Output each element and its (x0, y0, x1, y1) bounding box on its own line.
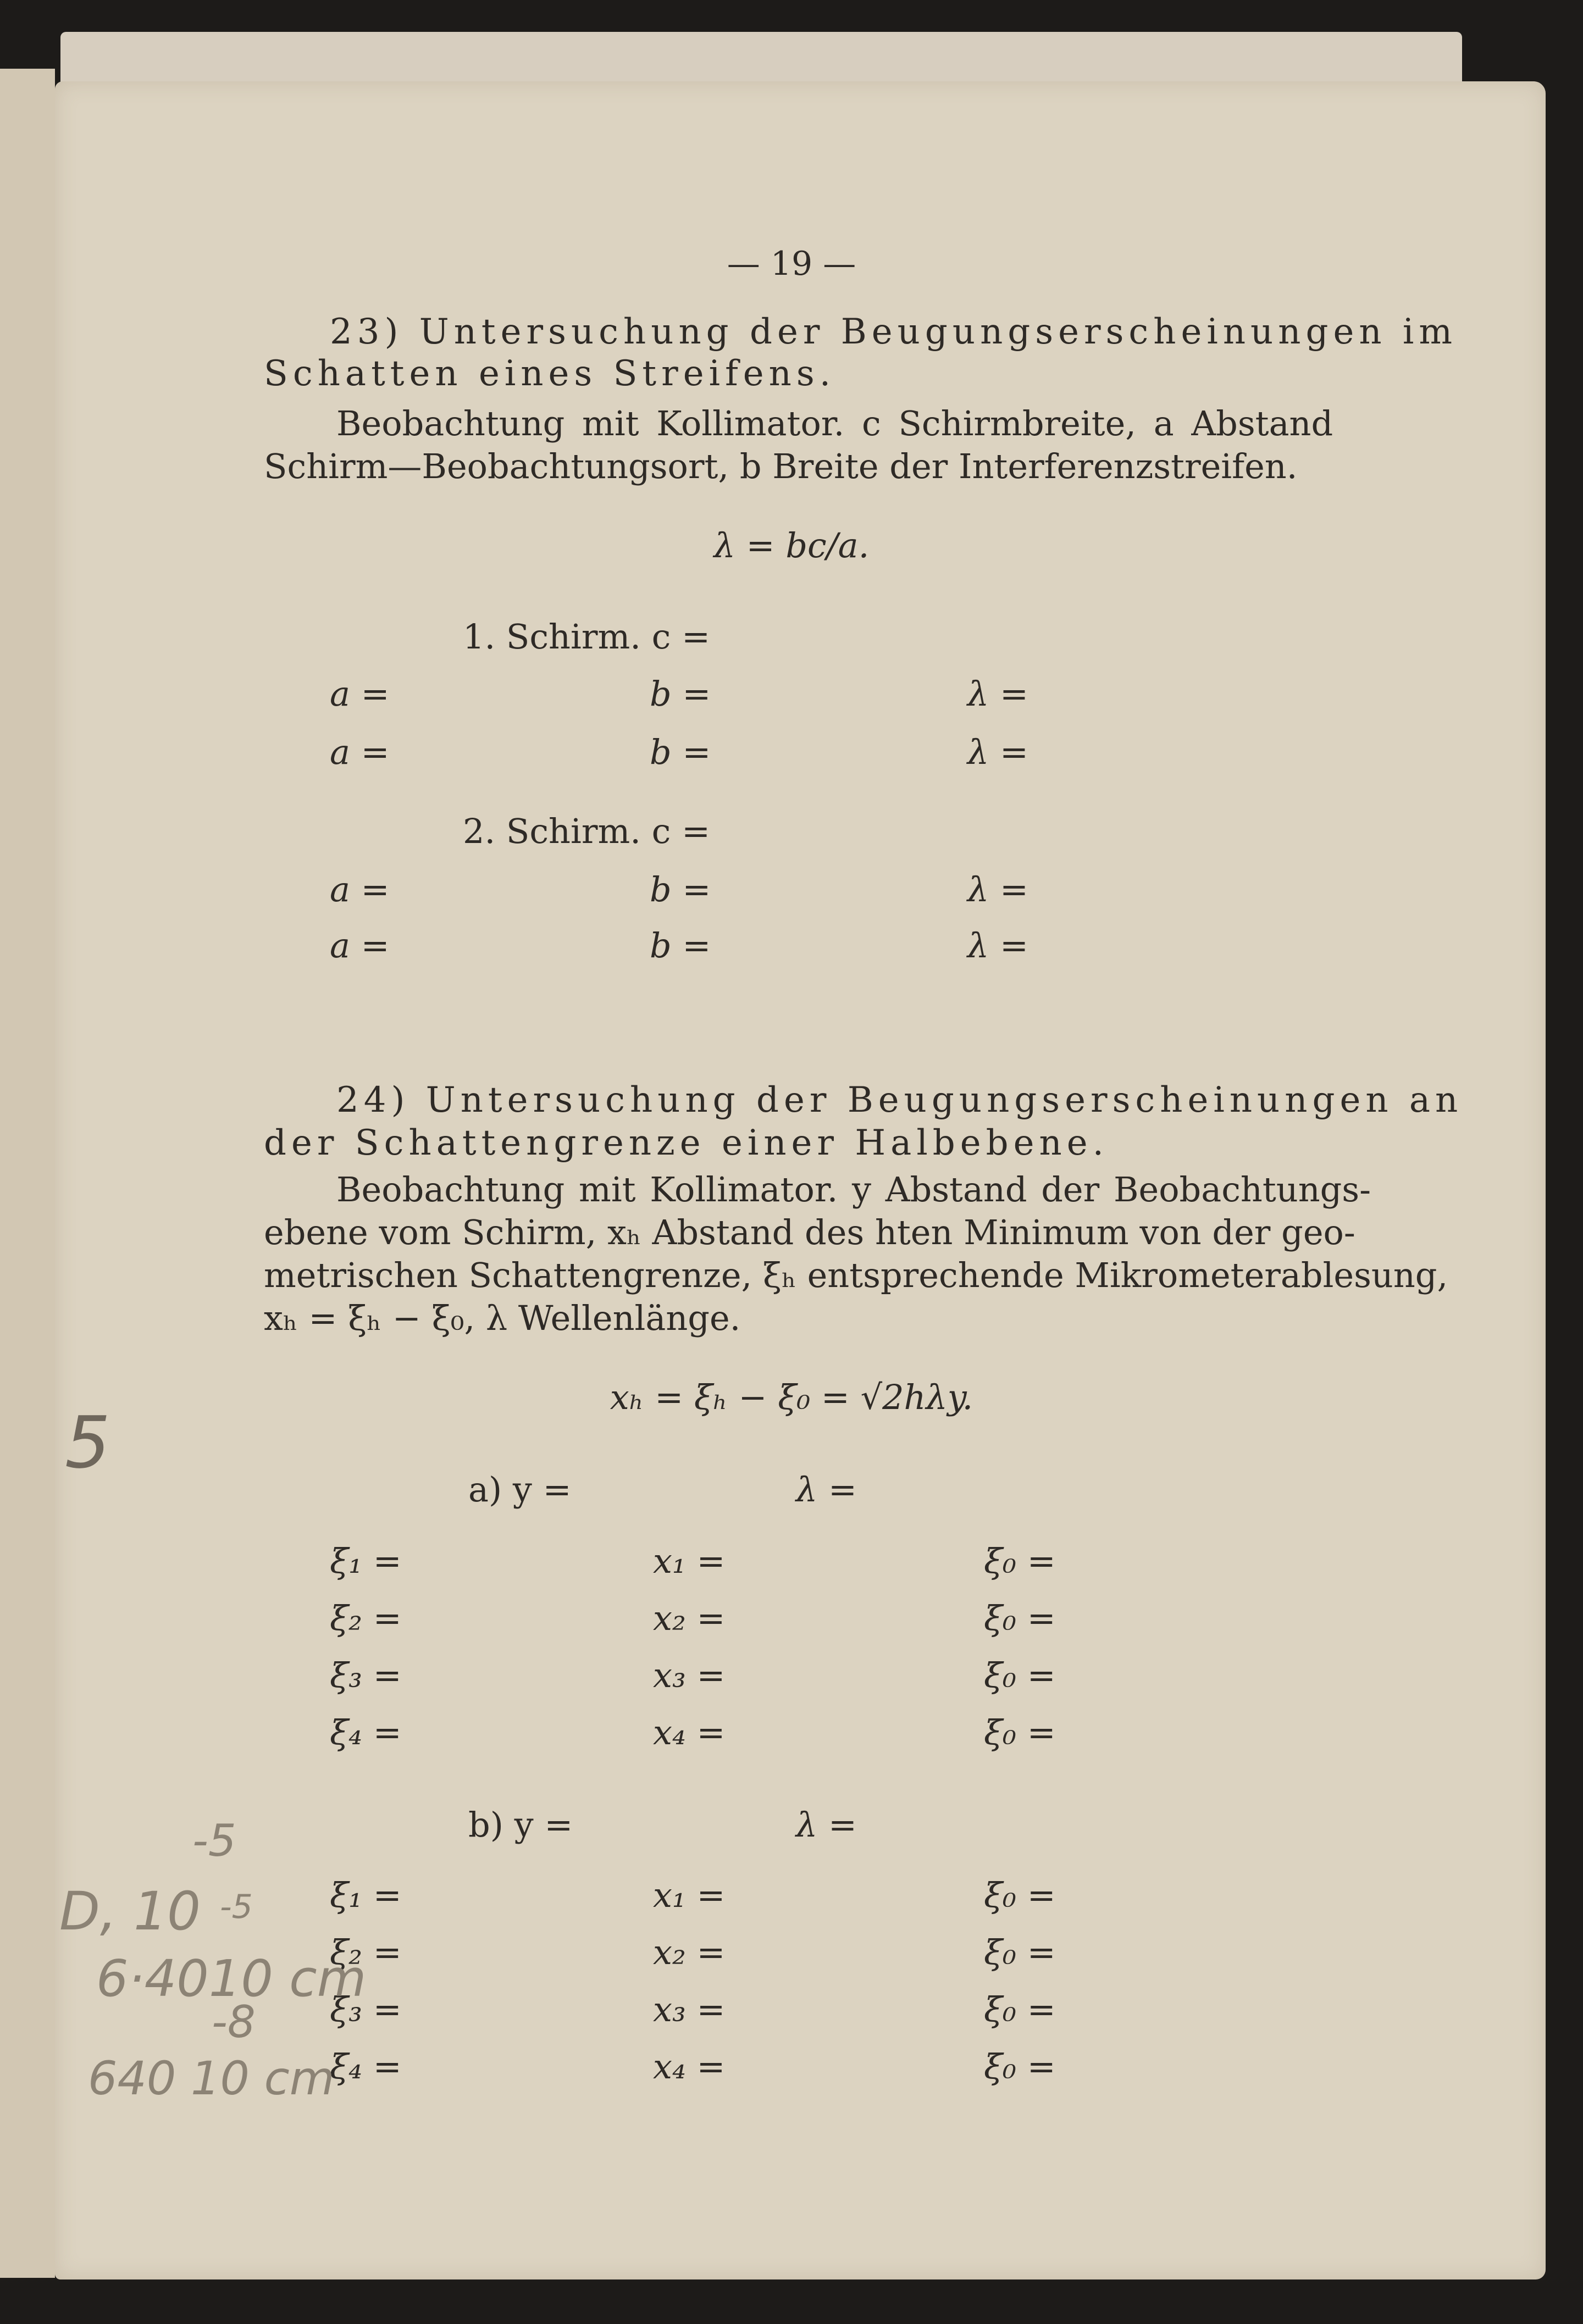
schirm2-lambda2: λ = (967, 925, 1028, 966)
schirm2-b1: b = (650, 869, 711, 909)
pencil-margin-number: 5 (65, 1401, 110, 1484)
pencil-line1: D, 10 (59, 1881, 201, 1942)
part-b-x1: x₁ = (653, 1875, 726, 1915)
section23-heading-line2: Schatten eines Streifens. (264, 353, 836, 394)
part-b-xi0-3: ξ₀ = (984, 1989, 1056, 2029)
part-a-xi4: ξ₄ = (330, 1712, 402, 1752)
part-a-y: a) y = (468, 1469, 572, 1510)
pencil-exp1: -5 (192, 1815, 236, 1866)
part-a-xi2: ξ₂ = (330, 1598, 402, 1638)
pencil-exp2: -5 (220, 1888, 253, 1926)
section24-text-line4: xₕ = ξₕ − ξ₀, λ Wellenlänge. (264, 1298, 741, 1338)
part-b-xi3: ξ₃ = (330, 1989, 402, 2029)
section23-text-line1: Beobachtung mit Kollimator. c Schirmbreite, a Abstand (336, 403, 1333, 443)
left-page-edge (0, 69, 55, 2278)
schirm1-a1: a = (330, 674, 390, 714)
section24-text-line1: Beobachtung mit Kollimator. y Abstand der Beobachtungs- (336, 1169, 1371, 1210)
page-number: — 19 — (727, 245, 856, 283)
schirm1-b2: b = (650, 732, 711, 772)
pencil-line4: 640 10 cm (88, 2051, 335, 2105)
section24-text-line2: ebene vom Schirm, xₕ Abstand des hten Minimum von der geo- (264, 1212, 1355, 1252)
section23-heading-line1: 23) Untersuchung der Beugungserscheinungen im (330, 312, 1458, 352)
part-b-xi0-1: ξ₀ = (984, 1875, 1056, 1915)
part-a-x1: x₁ = (653, 1541, 726, 1581)
section24-heading-line1: 24) Untersuchung der Beugungserscheinungen an (336, 1080, 1463, 1121)
part-a-x4: x₄ = (653, 1712, 726, 1752)
schirm1-lambda1: λ = (967, 674, 1028, 714)
schirm2-b2: b = (650, 925, 711, 966)
part-a-xi0-3: ξ₀ = (984, 1655, 1056, 1695)
section24-text-line3: metrischen Schattengrenze, ξₕ entsprechende Mikrometerablesung, (264, 1255, 1448, 1295)
schirm1-label: 1. Schirm. c = (463, 617, 711, 657)
part-a-xi1: ξ₁ = (330, 1541, 402, 1581)
part-a-xi0-4: ξ₀ = (984, 1712, 1056, 1752)
part-a-xi0-2: ξ₀ = (984, 1598, 1056, 1638)
schirm2-a2: a = (330, 925, 390, 966)
part-b-xi1: ξ₁ = (330, 1875, 402, 1915)
part-a-x2: x₂ = (653, 1598, 726, 1638)
part-b-xi4: ξ₄ = (330, 2046, 402, 2087)
part-b-x4: x₄ = (653, 2046, 726, 2087)
schirm1-lambda2: λ = (967, 732, 1028, 772)
part-b-x2: x₂ = (653, 1932, 726, 1972)
pencil-line3: -8 (212, 1996, 256, 2048)
part-a-xi0-1: ξ₀ = (984, 1541, 1056, 1581)
pencil-line2: 6·4010 cm (96, 1949, 367, 2008)
part-b-xi2: ξ₂ = (330, 1932, 402, 1972)
part-a-x3: x₃ = (653, 1655, 726, 1695)
schirm1-b1: b = (650, 674, 711, 714)
part-b-xi0-4: ξ₀ = (984, 2046, 1056, 2087)
part-a-xi3: ξ₃ = (330, 1655, 402, 1695)
schirm2-a1: a = (330, 869, 390, 909)
part-b-y: b) y = (468, 1805, 573, 1845)
part-b-lambda: λ = (796, 1805, 857, 1845)
part-a-lambda: λ = (796, 1469, 857, 1510)
schirm2-label: 2. Schirm. c = (463, 811, 711, 851)
schirm1-a2: a = (330, 732, 390, 772)
section23-formula: λ = bc/a. (713, 525, 870, 565)
schirm2-lambda1: λ = (967, 869, 1028, 909)
part-b-x3: x₃ = (653, 1989, 726, 2029)
section23-text-line2: Schirm—Beobachtungsort, b Breite der Interferenzstreifen. (264, 446, 1298, 486)
section24-heading-line2: der Schattengrenze einer Halbebene. (264, 1123, 1109, 1163)
part-b-xi0-2: ξ₀ = (984, 1932, 1056, 1972)
section24-formula: xₕ = ξₕ − ξ₀ = √2hλy. (610, 1377, 973, 1417)
